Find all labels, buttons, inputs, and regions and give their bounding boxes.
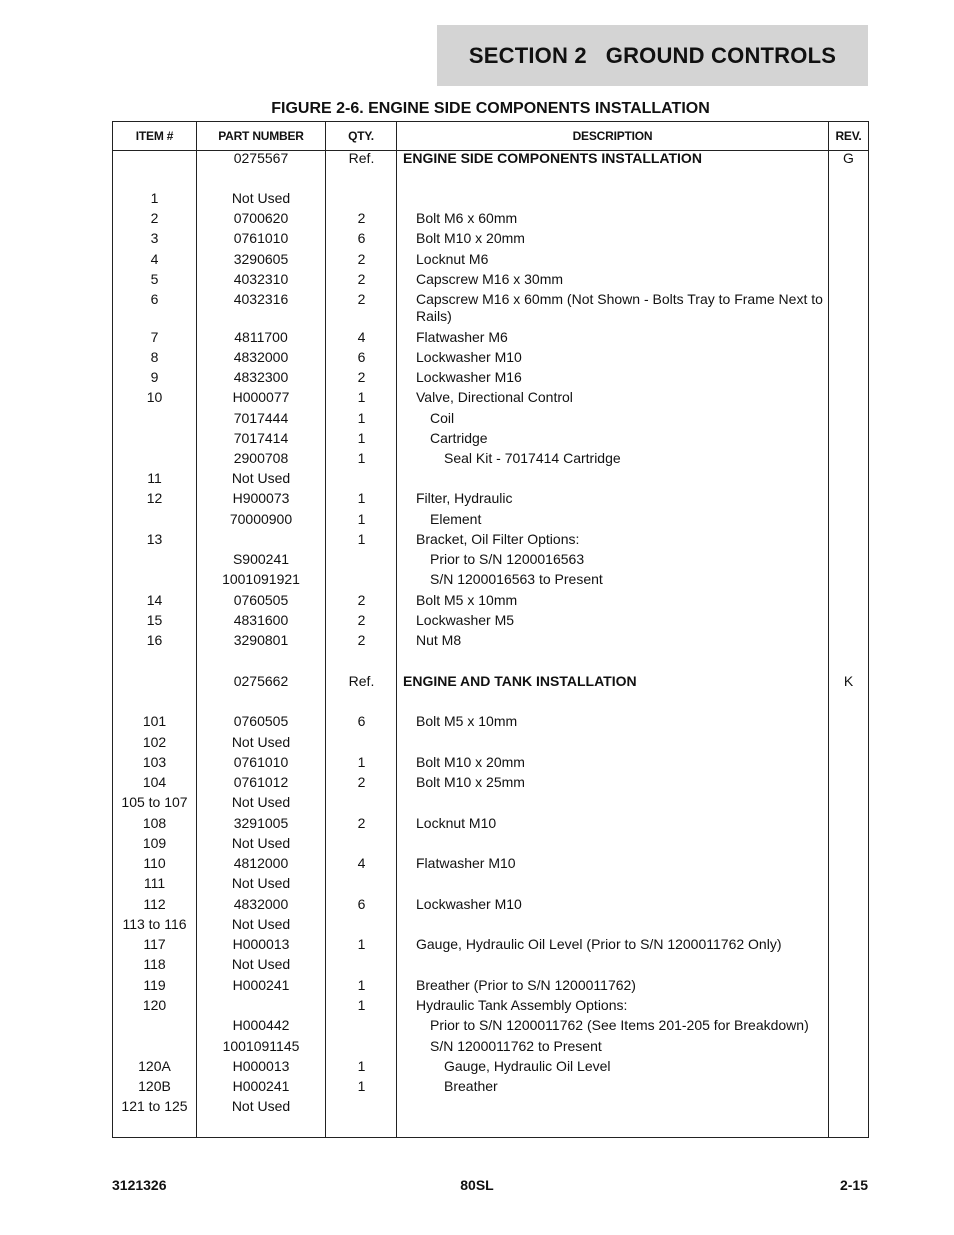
item-number: 104 [142,774,167,790]
part-number: 4811700 [234,329,288,345]
description: Nut M8 [416,632,462,648]
quantity: 1 [357,430,366,446]
item-number: 7 [150,329,159,345]
quantity: 1 [357,1058,366,1074]
header-item: ITEM # [135,129,174,143]
footer-page-number: 2-15 [839,1177,868,1193]
description: Lockwasher M10 [416,349,522,365]
description: Prior to S/N 1200011762 (See Items 201-205 for Breakdown) [430,1017,809,1033]
quantity: 2 [357,774,366,790]
part-number: 4832000 [233,896,289,912]
quantity: 2 [357,291,366,307]
quantity: 2 [357,369,366,385]
header-rev: REV. [835,129,862,143]
item-number: 117 [143,936,166,952]
quantity: 1 [357,511,366,527]
quantity: 1 [357,490,366,506]
description: Breather (Prior to S/N 1200011762) [416,977,636,993]
item-number: 10 [146,389,163,405]
item-number: 108 [142,815,167,831]
item-number: 6 [150,291,159,307]
quantity: 6 [357,230,366,246]
quantity: 6 [357,349,366,365]
part-number: 7017444 [233,410,289,426]
description: Seal Kit - 7017414 Cartridge [444,450,621,466]
description: Hydraulic Tank Assembly Options: [416,997,628,1013]
description: Lockwasher M5 [416,612,515,628]
part-number: 0761010 [233,230,289,246]
description: Filter, Hydraulic [416,490,513,506]
part-number: 1001091145 [222,1038,300,1054]
description: Flatwasher M10 [416,855,516,871]
item-number: 101 [142,713,167,729]
item-number: 14 [146,592,163,608]
parts-table [112,121,869,1138]
part-number: 4032310 [233,271,289,287]
description: ENGINE SIDE COMPONENTS INSTALLATION [403,150,702,166]
quantity: 1 [357,389,366,405]
part-number: 7017414 [233,430,289,446]
part-number: Not Used [231,956,291,972]
quantity: 1 [357,977,366,993]
part-number: Not Used [231,835,291,851]
item-number: 9 [150,369,159,385]
quantity: 2 [357,612,366,628]
quantity: 1 [357,936,366,952]
item-number: 110 [143,855,166,871]
item-number: 119 [143,977,166,993]
quantity: 6 [357,713,366,729]
revision: K [843,673,854,689]
description: Locknut M6 [416,251,489,267]
part-number: 3291005 [233,815,289,831]
item-number: 4 [150,251,159,267]
description: S/N 1200016563 to Present [430,571,603,587]
quantity: 1 [357,754,366,770]
quantity: 1 [357,410,366,426]
item-number: 120 [142,997,167,1013]
part-number: 0761010 [233,754,289,770]
description: Bolt M10 x 25mm [416,774,525,790]
description: Bolt M6 x 60mm [416,210,518,226]
item-number: 1 [150,190,159,206]
description: Cartridge [430,430,488,446]
part-number: H000013 [232,1058,290,1074]
item-number: 112 [143,896,166,912]
part-number: Not Used [231,916,291,932]
item-number: 120B [138,1078,171,1094]
header-part-number: PART NUMBER [218,129,304,143]
quantity: 4 [357,855,366,871]
item-number: 12 [146,490,163,506]
description: Lockwasher M16 [416,369,522,385]
item-number: 120A [138,1058,171,1074]
part-number: 0760505 [233,713,289,729]
quantity: 2 [357,815,366,831]
part-number: 4032316 [233,291,289,307]
part-number: 2900708 [233,450,289,466]
description: Bolt M5 x 10mm [416,592,518,608]
section-banner [437,25,868,86]
part-number: H000077 [232,389,290,405]
description: Gauge, Hydraulic Oil Level (Prior to S/N 1200011762 Only) [416,936,782,952]
part-number: 4831600 [233,612,289,628]
header-qty: QTY. [348,129,374,143]
part-number: 0760505 [233,592,289,608]
description: Locknut M10 [416,815,497,831]
quantity: 2 [357,251,366,267]
part-number: Not Used [231,470,291,486]
description: Bracket, Oil Filter Options: [416,531,580,547]
description: Breather [444,1078,498,1094]
quantity: Ref. [348,673,375,689]
part-number: 1001091921 [222,571,300,587]
description: Capscrew M16 x 30mm [416,271,564,287]
description: Gauge, Hydraulic Oil Level [444,1058,611,1074]
description: Capscrew M16 x 60mm (Not Shown - Bolts Tray to Frame Next to Rails) [416,291,823,324]
quantity: 1 [357,1078,366,1094]
quantity: 2 [357,210,366,226]
item-number: 111 [143,875,166,891]
footer-doc-number: 3121326 [112,1177,167,1193]
item-number: 105 to 107 [121,794,188,810]
part-number: Not Used [231,875,291,891]
quantity: 2 [357,632,366,648]
section-title: SECTION 2 GROUND CONTROLS [468,42,837,68]
quantity: 4 [357,329,366,345]
description: Coil [430,410,455,426]
part-number: Not Used [231,190,291,206]
part-number: H000241 [232,1078,290,1094]
item-number: 113 to 116 [122,916,187,932]
item-number: 118 [143,956,166,972]
quantity: 6 [357,896,366,912]
description: Element [430,511,482,527]
description: Bolt M10 x 20mm [416,230,525,246]
figure-title: FIGURE 2-6. ENGINE SIDE COMPONENTS INSTALLATION [271,100,710,117]
description: ENGINE AND TANK INSTALLATION [403,673,637,689]
description: Bolt M5 x 10mm [416,713,518,729]
part-number: 3290801 [233,632,289,648]
description: Valve, Directional Control [416,389,573,405]
description: Lockwasher M10 [416,896,522,912]
part-number: H900073 [232,490,290,506]
part-number: 4812000 [233,855,289,871]
item-number: 15 [146,612,163,628]
part-number: 4832000 [233,349,289,365]
description: Bolt M10 x 20mm [416,754,525,770]
item-number: 11 [147,470,162,486]
item-number: 5 [150,271,159,287]
part-number: 70000900 [229,511,293,527]
part-number: 0700620 [233,210,289,226]
item-number: 16 [146,632,163,648]
quantity: 2 [357,271,366,287]
quantity: 2 [357,592,366,608]
item-number: 2 [150,210,159,226]
part-number: Not Used [231,734,291,750]
item-number: 3 [150,230,159,246]
part-number: H000241 [232,977,290,993]
description: S/N 1200011762 to Present [430,1038,602,1054]
part-number: 0275567 [233,150,289,166]
table-header [113,122,868,151]
item-number: 103 [142,754,167,770]
revision: G [843,150,854,166]
item-number: 13 [146,531,163,547]
item-number: 102 [142,734,167,750]
part-number: S900241 [232,551,290,567]
item-number: 8 [150,349,159,365]
part-number: 0275662 [233,673,289,689]
quantity: 1 [357,531,366,547]
description: Prior to S/N 1200016563 [430,551,585,567]
part-number: Not Used [231,1098,291,1114]
description: Flatwasher M6 [416,329,508,345]
part-number: 0761012 [233,774,289,790]
part-number: 4832300 [233,369,289,385]
item-number: 121 to 125 [121,1098,188,1114]
item-number: 109 [142,835,167,851]
footer-model: 80SL [460,1177,494,1193]
part-number: 3290605 [233,251,289,267]
part-number: H000013 [232,936,290,952]
part-number: Not Used [231,794,291,810]
header-description: DESCRIPTION [572,129,653,143]
quantity: 1 [357,997,366,1013]
quantity: Ref. [348,150,375,166]
part-number: H000442 [232,1017,290,1033]
quantity: 1 [357,450,366,466]
